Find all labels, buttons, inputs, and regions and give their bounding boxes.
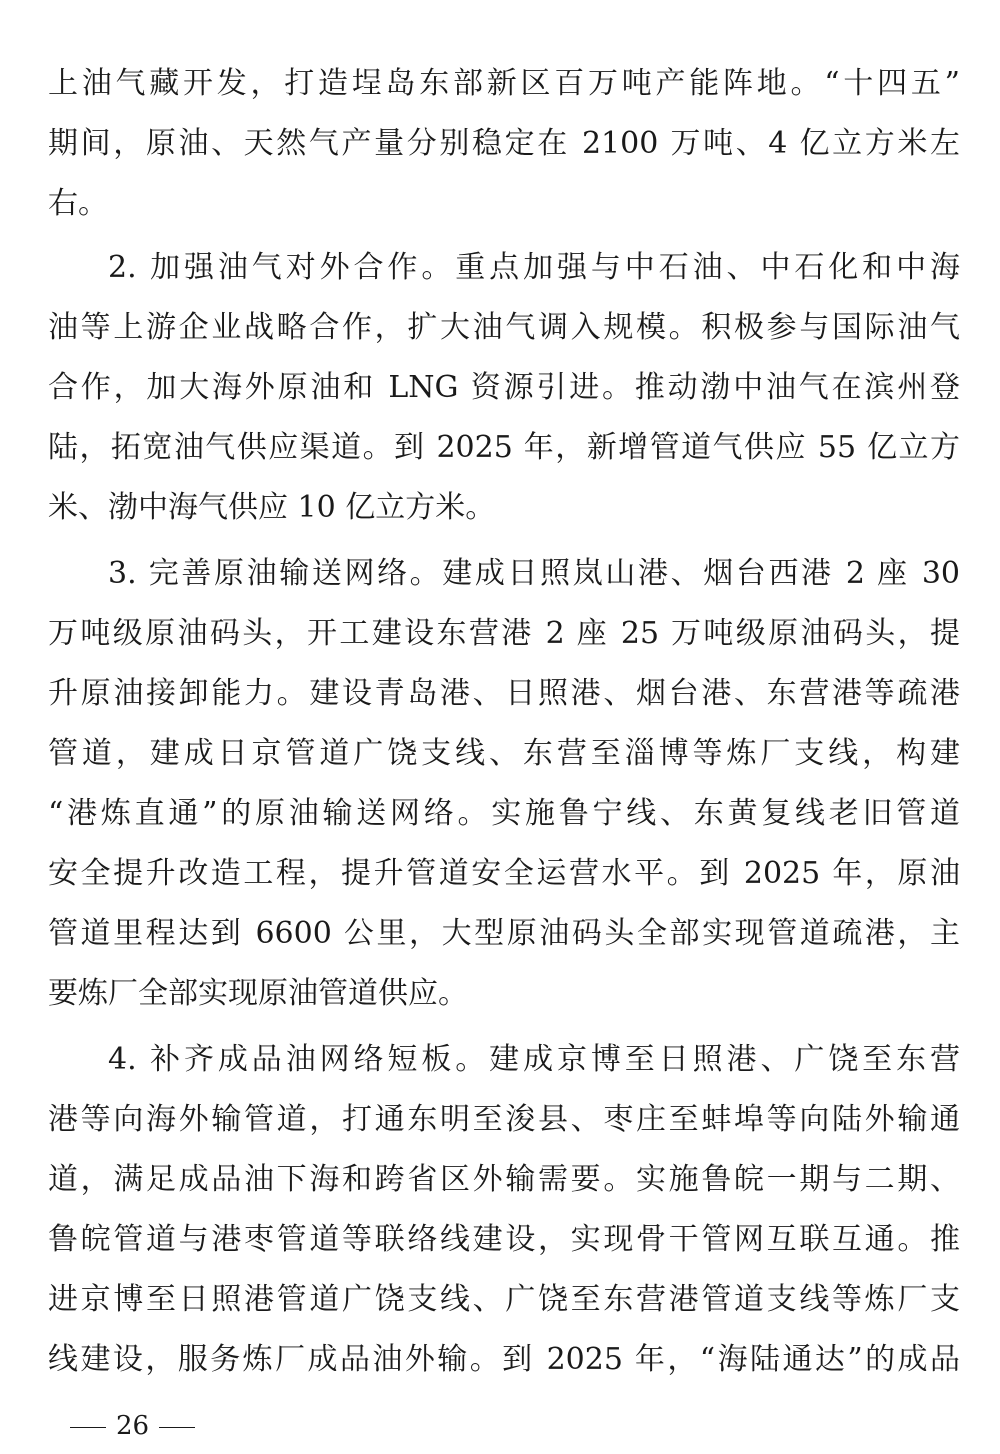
text-line: 油等上游企业战略合作，扩大油气调入规模。积极参与国际油气	[48, 310, 960, 345]
text-line: 升原油接卸能力。建设青岛港、日照港、烟台港、东营港等疏港	[48, 676, 960, 711]
text-line: 道，满足成品油下海和跨省区外输需要。实施鲁皖一期与二期、	[48, 1162, 960, 1197]
paragraph-4-heading-line: 4. 补齐成品油网络短板。建成京博至日照港、广饶至东营	[108, 1042, 960, 1077]
text-line: 线建设，服务炼厂成品油外输。到 2025 年，“海陆通达”的成品	[48, 1342, 960, 1377]
text-line: 上油气藏开发，打造埕岛东部新区百万吨产能阵地。“十四五”	[48, 66, 960, 101]
text-line: 管道，建成日京管道广饶支线、东营至淄博等炼厂支线，构建	[48, 736, 960, 771]
page-number: 26	[116, 1411, 150, 1441]
footer-right-dash	[159, 1427, 195, 1428]
text-line: 陆，拓宽油气供应渠道。到 2025 年，新增管道气供应 55 亿立方	[48, 430, 960, 465]
page-footer	[60, 1408, 205, 1444]
paragraph-2-heading-line: 2. 加强油气对外合作。重点加强与中石油、中石化和中海	[108, 250, 960, 285]
text-line: 期间，原油、天然气产量分别稳定在 2100 万吨、4 亿立方米左	[48, 126, 960, 161]
text-line: 安全提升改造工程，提升管道安全运营水平。到 2025 年，原油	[48, 856, 960, 891]
footer-left-dash	[70, 1427, 106, 1428]
paragraph-3-heading-line: 3. 完善原油输送网络。建成日照岚山港、烟台西港 2 座 30	[108, 556, 960, 591]
text-line: 进京博至日照港管道广饶支线、广饶至东营港管道支线等炼厂支	[48, 1282, 960, 1317]
text-line: 合作，加大海外原油和 LNG 资源引进。推动渤中油气在滨州登	[48, 370, 960, 405]
text-line: 右。	[48, 186, 108, 221]
text-line: 鲁皖管道与港枣管道等联络线建设，实现骨干管网互联互通。推	[48, 1222, 960, 1257]
text-line: 港等向海外输管道，打通东明至浚县、枣庄至蚌埠等向陆外输通	[48, 1102, 960, 1137]
text-line: 米、渤中海气供应 10 亿立方米。	[48, 490, 496, 525]
text-line: 要炼厂全部实现原油管道供应。	[48, 976, 468, 1011]
text-line: 万吨级原油码头，开工建设东营港 2 座 25 万吨级原油码头，提	[48, 616, 960, 651]
text-line: 管道里程达到 6600 公里，大型原油码头全部实现管道疏港，主	[48, 916, 960, 951]
text-line: “港炼直通”的原油输送网络。实施鲁宁线、东黄复线老旧管道	[48, 796, 960, 831]
